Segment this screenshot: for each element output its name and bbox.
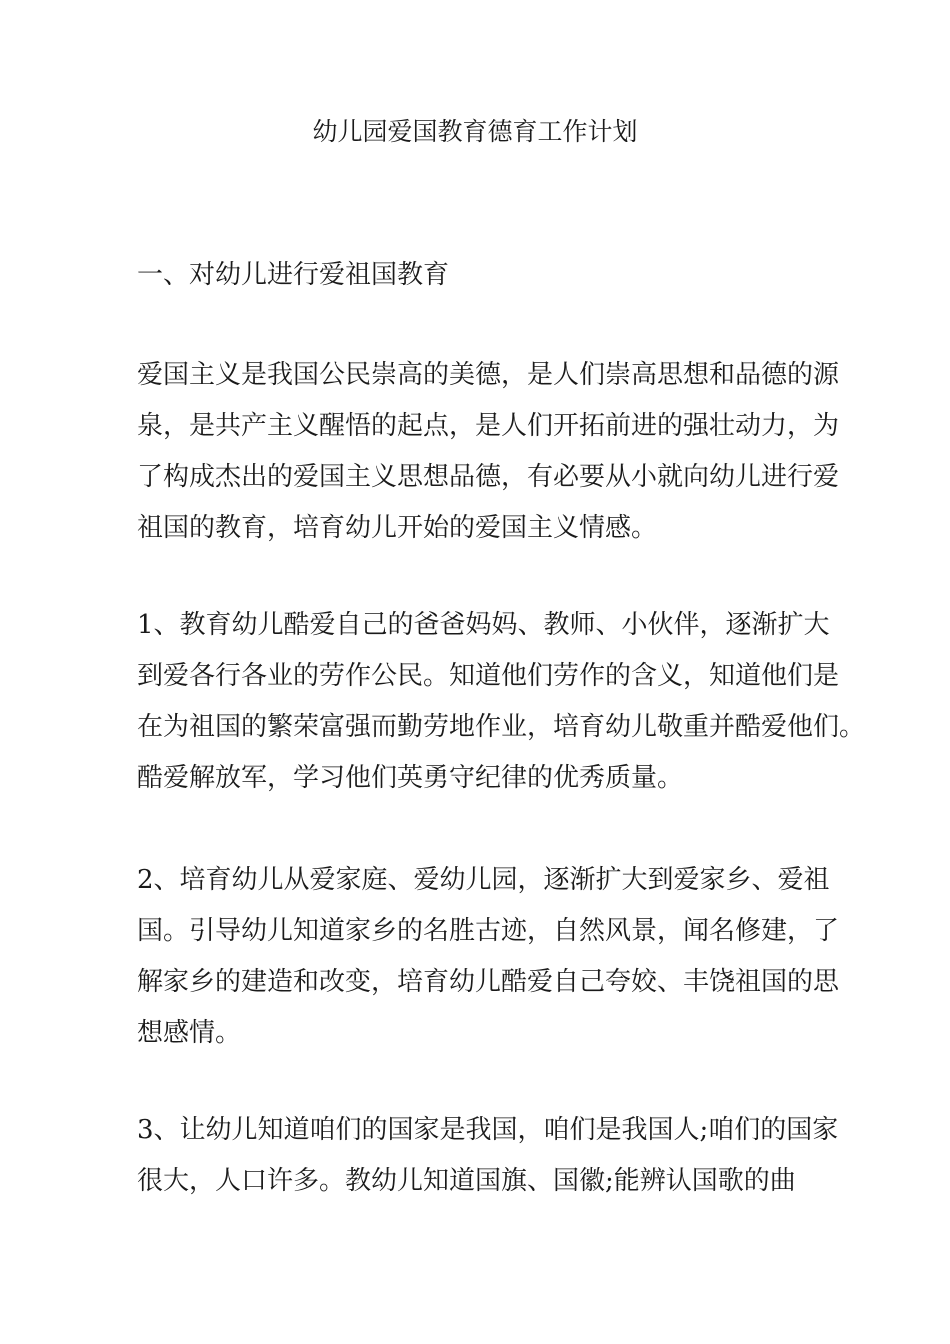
paragraph-line: 祖国的教育，培育幼儿开始的爱国主义情感。 — [137, 513, 658, 543]
paragraph-line: 想感情。 — [137, 1018, 242, 1048]
paragraph-line: 酷爱解放军，学习他们英勇守纪律的优秀质量。 — [137, 763, 684, 793]
paragraph-line: 在为祖国的繁荣富强而勤劳地作业，培育幼儿敬重并酷爱他们。 — [137, 712, 866, 742]
paragraph-intro — [137, 350, 839, 554]
paragraph-line: 泉，是共产主义醒悟的起点，是人们开拓前进的强壮动力，为 — [137, 411, 840, 441]
paragraph-line: 到爱各行各业的劳作公民。知道他们劳作的含义，知道他们是 — [137, 661, 840, 691]
paragraph-line: 解家乡的建造和改变，培育幼儿酷爱自己夸姣、丰饶祖国的思 — [137, 967, 840, 997]
paragraph-line: 3、让幼儿知道咱们的国家是我国，咱们是我国人;咱们的国家 — [137, 1115, 839, 1145]
document-title: 幼儿园爱国教育德育工作计划 — [312, 117, 638, 146]
paragraph-line: 国。引导幼儿知道家乡的名胜古迹，自然风景，闻名修建，了 — [137, 916, 840, 946]
paragraph-line: 爱国主义是我国公民崇高的美德，是人们崇高思想和品德的源 — [137, 360, 840, 390]
paragraph-line: 1、教育幼儿酷爱自己的爸爸妈妈、教师、小伙伴，逐渐扩大 — [137, 610, 830, 640]
paragraph-item-3 — [137, 1105, 838, 1207]
paragraph-line: 很大，人口许多。教幼儿知道国旗、国徽;能辨认国歌的曲 — [137, 1166, 796, 1196]
paragraph-line: 2、培育幼儿从爱家庭、爱幼儿园，逐渐扩大到爱家乡、爱祖 — [137, 865, 830, 895]
paragraph-item-2 — [137, 855, 839, 1059]
paragraph-line: 了构成杰出的爱国主义思想品德，有必要从小就向幼儿进行爱 — [137, 462, 840, 492]
paragraph-item-1 — [137, 600, 865, 804]
section-heading: 一、对幼儿进行爱祖国教育 — [137, 260, 450, 290]
